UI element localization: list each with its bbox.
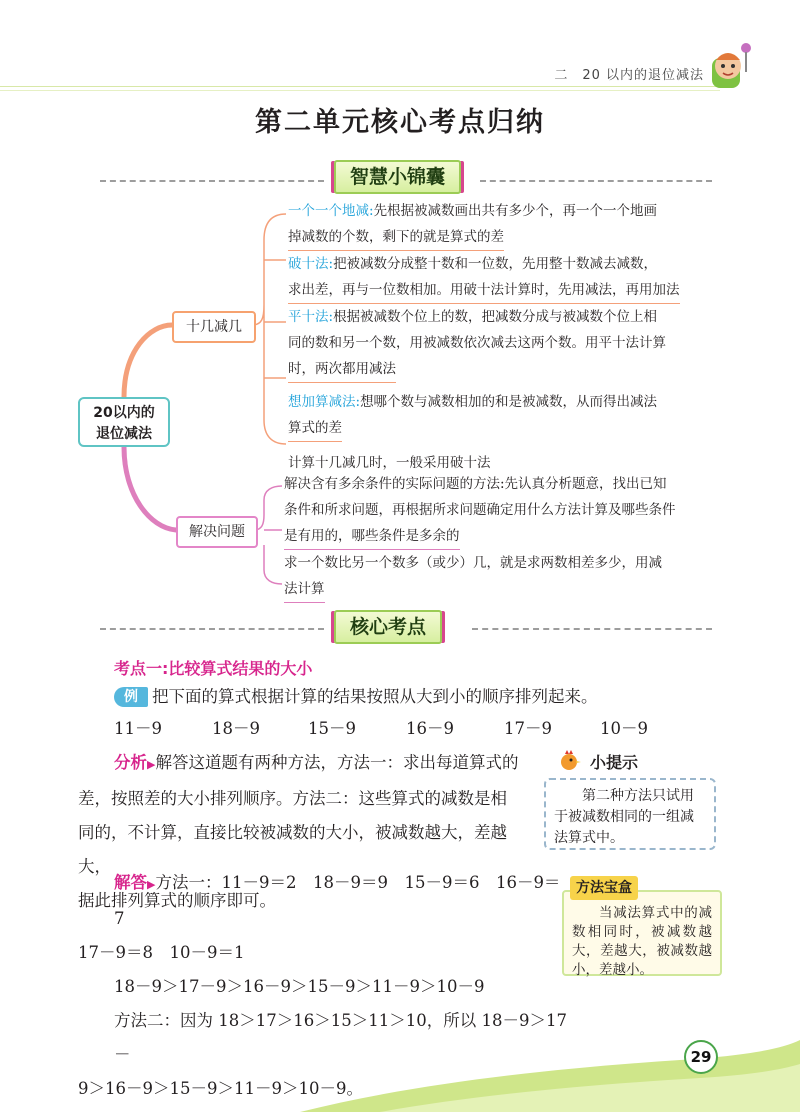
- analysis-line: 差，按照差的大小排列顺序。方法二：这些算式的减数是相: [78, 789, 507, 808]
- page-title: 第二单元核心考点归纳: [255, 107, 545, 138]
- method-text: 想哪个数与减数相加的和是被减数，从而得出减法: [360, 394, 658, 410]
- answer-line: 方法二：因为 18＞17＞16＞15＞11＞10，所以 18－9＞17－: [114, 1011, 567, 1064]
- method-one-by-one: [288, 198, 708, 224]
- method-text: 当减法算式中的减数相同时，被减数越大，差越大，被减数越小，差越小。: [572, 905, 712, 978]
- expression: 11－9: [114, 719, 162, 738]
- expression: 18－9: [212, 719, 260, 738]
- analysis-line: [78, 746, 538, 782]
- branch2-details: [284, 471, 708, 603]
- method-key: 破十法:: [288, 256, 334, 272]
- page-number: 29: [684, 1040, 718, 1074]
- connector-root-b1: [124, 325, 172, 397]
- banner-divider-left: [100, 180, 324, 182]
- answer-line: 17－9＝8 10－9＝1: [78, 943, 245, 962]
- method-line: [288, 224, 708, 251]
- problem-line: [284, 550, 708, 576]
- analysis-line: 据此排列算式的顺序即可。: [78, 891, 276, 910]
- root-line-1: 20以内的: [93, 405, 155, 421]
- mindmap-branch-subtraction: 十几减几: [172, 311, 256, 343]
- key-point-title: 考点一:比较算式结果的大小: [114, 659, 313, 678]
- method-box: [562, 890, 722, 976]
- method-text: 计算十几减几时，一般采用破十法: [288, 455, 491, 471]
- header-rule: [0, 86, 720, 87]
- method-line: [288, 330, 708, 356]
- example-text: 把下面的算式根据计算的结果按照从大到小的顺序排列起来。: [152, 687, 598, 706]
- analysis-line: 同的，不计算，直接比较被减数的大小，被减数越大，差越大，: [78, 823, 507, 876]
- banner-divider-right: [480, 180, 712, 182]
- analysis-label: 分析: [114, 753, 147, 772]
- problem-line: [284, 576, 708, 603]
- method-level-ten: [288, 304, 708, 330]
- banner-divider-right: [472, 628, 712, 630]
- problem-text: 法计算: [284, 576, 325, 603]
- bracket-b1: [252, 214, 286, 444]
- method-text: 把被减数分成整十数和一位数，先用整十数减去减数，: [333, 256, 658, 272]
- banner-divider-left: [100, 628, 324, 630]
- method-text: 掉减数的个数，剩下的就是算式的差: [288, 224, 504, 251]
- method-key: 一个一个地减:: [288, 203, 374, 219]
- problem-line: [284, 523, 708, 550]
- answer-line: [78, 866, 568, 936]
- method-title: 方法宝盒: [570, 876, 638, 900]
- arrow-icon: ▶: [147, 878, 156, 891]
- answer-line: 18－9＞17－9＞16－9＞15－9＞11－9＞10－9: [114, 977, 485, 996]
- section-banner-core: 核心考点: [334, 610, 442, 644]
- arrow-icon: ▶: [147, 758, 156, 771]
- problem-line: [284, 497, 708, 523]
- bracket-b1-mid: [264, 260, 286, 378]
- method-break-ten: [288, 251, 708, 277]
- method-text: 先根据被减数画出共有多少个，再一个一个地画: [373, 203, 658, 219]
- mascot-icon: [708, 38, 756, 94]
- analysis-text: 解答这道题有两种方法，方法一：求出每道算式的: [155, 753, 519, 772]
- method-text: 求出差，再与一位数相加。用破十法计算时，先用减法，再用加法: [288, 277, 680, 304]
- connector-root-b2: [124, 447, 176, 530]
- method-line: [288, 277, 708, 304]
- method-line: [288, 356, 708, 383]
- expression: 10－9: [600, 719, 648, 738]
- answer-label: 解答: [114, 873, 147, 892]
- rooster-icon: [556, 748, 582, 774]
- method-text: 根据被减数个位上的数，把减数分成与被减数个位上相: [333, 309, 658, 325]
- chapter-header: 二 20 以内的退位减法: [554, 68, 704, 83]
- header-rule-2: [0, 90, 720, 91]
- tip-box: [544, 778, 716, 850]
- expression: 15－9: [308, 719, 356, 738]
- tip-text: 第二种方法只试用于被减数相同的一组减法算式中。: [554, 788, 694, 846]
- bracket-b2: [254, 486, 282, 584]
- method-text: 算式的差: [288, 415, 342, 442]
- example-badge: 例: [114, 687, 148, 707]
- answer-text: 方法一：11－9＝2 18－9＝9 15－9＝6 16－9＝7: [114, 873, 561, 928]
- problem-text: 是有用的，哪些条件是多余的: [284, 523, 460, 550]
- problem-line: [284, 471, 708, 497]
- method-text: 时，两次都用减法: [288, 356, 396, 383]
- expression: 17－9: [504, 719, 552, 738]
- problem-text: 求一个数比另一个数多（或少）几，就是求两数相差多少，用减: [284, 555, 662, 571]
- method-key: 想加算减法:: [288, 394, 361, 410]
- branch1-details: [288, 198, 708, 476]
- method-key: 平十法:: [288, 309, 334, 325]
- method-line: [288, 415, 708, 442]
- tip-title: 小提示: [590, 753, 639, 772]
- method-think-add: [288, 389, 708, 415]
- section-banner-wisdom: 智慧小锦囊: [334, 160, 461, 194]
- problem-text: 条件和所求问题，再根据所求问题确定用什么方法计算及哪些条件: [284, 502, 676, 518]
- expression: 16－9: [406, 719, 454, 738]
- mindmap-branch-problem-solving: 解决问题: [176, 516, 258, 548]
- method-text: 同的数和另一个数，用被减数依次减去这两个数。用平十法计算: [288, 335, 666, 351]
- problem-text: 解决含有多余条件的实际问题的方法:先认真分析题意，找出已知: [284, 476, 667, 492]
- mindmap-root: [78, 397, 170, 447]
- answer-line: 9＞16－9＞15－9＞11－9＞10－9。: [78, 1079, 363, 1098]
- root-line-2: 退位减法: [96, 426, 152, 442]
- answer-block: [78, 866, 568, 1106]
